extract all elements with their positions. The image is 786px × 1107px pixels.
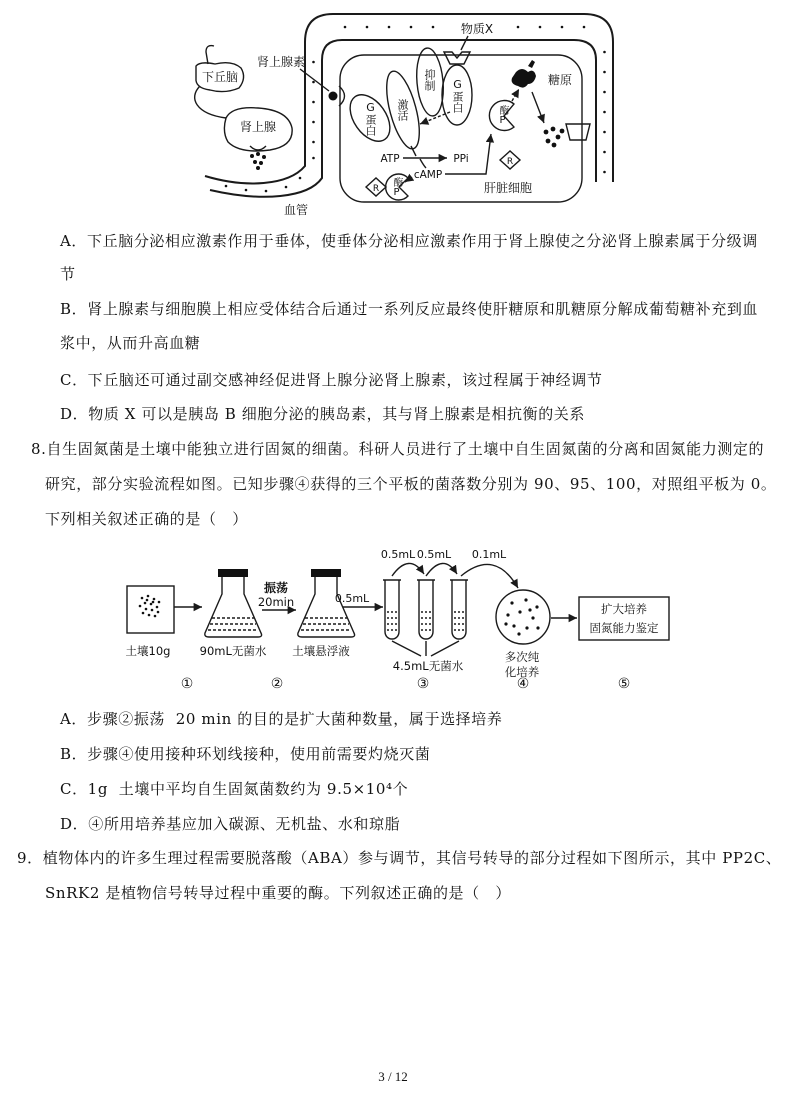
soil-particle: [148, 614, 151, 617]
g-protein-right-label: G蛋白: [451, 78, 464, 113]
vessel-dot: [312, 101, 315, 104]
q7-option-a-line-1: A．下丘脑分泌相应激素作用于垂体，使垂体分泌相应激素作用于肾上腺使之分泌肾上腺素属于分级调: [60, 232, 758, 250]
soil-particle: [151, 609, 154, 612]
regulatory-subunit-right-label: R: [506, 157, 514, 167]
colony: [506, 613, 509, 616]
enzyme-p-bottom-label: 酶P: [391, 177, 402, 198]
colonies: [504, 598, 539, 635]
step-number-4: ④: [516, 676, 530, 692]
adrenaline-label: 肾上腺素: [256, 55, 306, 69]
page-number: 3 / 12: [378, 1069, 408, 1084]
vessel-dot: [344, 26, 347, 29]
g-protein-left-label: G蛋白: [364, 101, 377, 136]
soil-sample-box: [127, 586, 174, 633]
soil-particle: [154, 615, 157, 618]
adrenal-secretion-cup: [250, 146, 266, 150]
petri-dish: [496, 590, 550, 644]
flask1-liquid: [208, 618, 258, 630]
q7-option-b-line-2: 浆中，从而升高血糖: [60, 334, 201, 352]
colony: [510, 601, 513, 604]
vessel-dot: [312, 141, 315, 144]
step-number-1: ①: [180, 676, 194, 692]
substance-x-label: 物质X: [460, 22, 494, 36]
ppi-label: PPi: [453, 153, 469, 165]
vessel-dot: [539, 26, 542, 29]
vessel-dot: [603, 171, 606, 174]
plate-transfer-label: 0.1mL: [471, 548, 507, 561]
q7-option-c: C．下丘脑还可通过副交感神经促进肾上腺分泌肾上腺素，该过程属于神经调节: [60, 371, 603, 389]
flask2-liquid: [301, 618, 351, 630]
colony: [535, 605, 538, 608]
flask1-body: [205, 577, 262, 637]
vessel-dot: [603, 91, 606, 94]
tube1-to-tube2-arrow: [392, 563, 424, 576]
activate-label: 激活: [396, 99, 409, 121]
secretion-dot: [262, 155, 266, 159]
secretion-dot: [253, 160, 257, 164]
tube3-to-plate-arrow: [461, 564, 518, 588]
soil-particle: [139, 605, 142, 608]
vessel-dot: [561, 26, 564, 29]
step-number-5: ⑤: [617, 676, 631, 692]
vessel-dot: [312, 157, 315, 160]
step-number-2: ②: [270, 676, 284, 692]
colony: [524, 598, 527, 601]
vessel-dot: [312, 121, 315, 124]
soil-particle: [142, 612, 145, 615]
enzyme-p-right-label: 酶P: [497, 105, 508, 126]
tubes-label: 4.5mL无菌水: [392, 659, 464, 673]
vessel-dots: [225, 26, 606, 193]
glycogen-symbol: [512, 60, 536, 88]
colony: [525, 626, 528, 629]
regulatory-subunit-bottom-label: R: [372, 184, 380, 194]
plate-label-line-1: 多次纯: [504, 650, 540, 664]
vessel-dot: [299, 177, 302, 180]
secretion-dot: [250, 154, 254, 158]
soil-particle: [145, 608, 148, 611]
secretion-dot: [256, 166, 260, 170]
vessel-dot: [432, 26, 435, 29]
bacteria-isolation-flow-diagram: [0, 540, 786, 700]
box-label-line-2: 固氮能力鉴定: [589, 621, 659, 635]
soil-label: 土壤10g: [125, 644, 171, 658]
q7-option-d: D．物质 X 可以是胰岛 B 细胞分泌的胰岛素，其与肾上腺素是相抗衡的关系: [60, 405, 586, 423]
q8-option-b: B．步骤④使用接种环划线接种，使用前需要灼烧灭菌: [60, 745, 431, 763]
q8-option-c: C．1g 土壤中平均自生固氮菌数约为 9.5×10⁴个: [60, 780, 409, 798]
vessel-dot: [603, 111, 606, 114]
flask1-label: 90mL无菌水: [199, 644, 267, 658]
substance-x-receptor: [444, 52, 470, 64]
tube-transfer-label-1: 0.5mL: [380, 548, 416, 561]
flask1-cap: [218, 569, 248, 577]
vessel-dot: [517, 26, 520, 29]
colony: [504, 622, 507, 625]
vessel-dot: [603, 71, 606, 74]
colony: [518, 610, 521, 613]
secretion-dot: [256, 152, 260, 156]
camp-label: cAMP: [413, 169, 443, 181]
step-number-3: ③: [416, 676, 430, 692]
soil-particle: [156, 606, 159, 609]
soil-particle: [147, 595, 150, 598]
enzyme-to-glycogen-dashed-arrow: [512, 89, 519, 101]
glucose-dot: [552, 143, 557, 148]
adrenal-secretion-dots: [250, 152, 266, 170]
glucose-dot: [556, 135, 561, 140]
hypothalamus-label: 下丘脑: [201, 70, 239, 84]
vessel-dot: [265, 190, 268, 193]
soil-particle: [144, 602, 147, 605]
tube2-to-tube3-arrow: [426, 563, 457, 576]
glucose-dots: [544, 127, 565, 148]
q9-stem-line-1: 9．植物体内的许多生理过程需要脱落酸（ABA）参与调节，其信号转导的部分过程如下图所示，其中 PP2C、: [17, 849, 782, 867]
q7-option-b-line-1: B．肾上腺素与细胞膜上相应受体结合后通过一系列反应最终使肝糖原和肌糖原分解成葡萄糖补充到血: [60, 300, 759, 318]
substance-x-pointer: [461, 36, 468, 50]
blood-vessel-label: 血管: [283, 203, 309, 217]
colony: [528, 608, 531, 611]
q8-stem-line-1: 8.自生固氮菌是土壤中能独立进行固氮的细菌。科研人员进行了土壤中自生固氮菌的分离和固氮能力测定的: [31, 440, 765, 458]
vessel-dot: [285, 186, 288, 189]
vessel-dot: [583, 26, 586, 29]
secretion-dot: [259, 161, 263, 165]
dilution-test-tubes: [383, 580, 468, 639]
q9-stem-line-2: SnRK2 是植物信号转导过程中重要的酶。下列叙述正确的是（ ）: [45, 884, 511, 902]
box-label-line-1: 扩大培养: [601, 602, 647, 616]
q8-option-a: A．步骤②振荡 20 min 的目的是扩大菌种数量，属于选择培养: [60, 710, 503, 728]
liver-cell-label: 肝脏细胞: [483, 181, 533, 195]
vessel-dot: [410, 26, 413, 29]
colony: [531, 616, 534, 619]
glycogen-breakdown-arrow: [532, 92, 544, 123]
glucose-dot: [546, 139, 551, 144]
shake-time-label: 20min: [257, 595, 295, 609]
adrenal-gland-label: 肾上腺: [239, 120, 277, 134]
vessel-dot: [312, 61, 315, 64]
colony: [517, 632, 520, 635]
vessel-dot: [388, 26, 391, 29]
flask2-cap: [311, 569, 341, 577]
tube-transfer-label-2: 0.5mL: [416, 548, 452, 561]
soil-particle: [153, 598, 156, 601]
glucose-dot: [560, 129, 565, 134]
soil-particle: [152, 601, 155, 604]
soil-particle: [157, 611, 160, 614]
soil-particle: [146, 599, 149, 602]
glycogen-label: 糖原: [547, 73, 573, 87]
soil-particle: [141, 597, 144, 600]
q8-stem-line-2: 研究，部分实验流程如图。已知步骤④获得的三个平板的菌落数分别为 90、95、100，对照组平板为 0。: [45, 475, 777, 493]
vessel-dot: [366, 26, 369, 29]
soil-particle: [150, 603, 153, 606]
hypothalamus-stem: [206, 46, 214, 64]
vessel-dot: [312, 81, 315, 84]
colony: [512, 624, 515, 627]
q8-stem-line-3: 下列相关叙述正确的是（ ）: [45, 510, 248, 528]
q8-option-d: D．④所用培养基应加入碳源、无机盐、水和琼脂: [60, 815, 401, 833]
glucose-dot: [544, 130, 549, 135]
tube-bracket-line: [392, 641, 421, 656]
inhibit-label: 抑制: [423, 69, 436, 91]
glucose-dot: [551, 127, 556, 132]
q7-option-a-line-2: 节: [60, 265, 76, 283]
flask2-label: 土壤悬浮液: [292, 644, 350, 658]
atp-label: ATP: [380, 153, 400, 165]
vessel-dot: [225, 185, 228, 188]
vessel-dot: [245, 189, 248, 192]
colony: [536, 626, 539, 629]
plate-label-line-2: 化培养: [504, 665, 540, 679]
tube-bracket-line: [431, 641, 459, 656]
soil-particles: [139, 595, 161, 618]
vessel-dot: [603, 131, 606, 134]
atp-to-camp-line: [420, 159, 426, 168]
transfer-volume-label: 0.5mL: [334, 592, 370, 605]
vessel-dot: [603, 151, 606, 154]
glucose-transporter: [566, 124, 590, 140]
soil-particle: [158, 601, 161, 604]
adrenaline-molecule: [329, 92, 338, 101]
vessel-dot: [603, 51, 606, 54]
shake-label: 振荡: [263, 581, 289, 595]
